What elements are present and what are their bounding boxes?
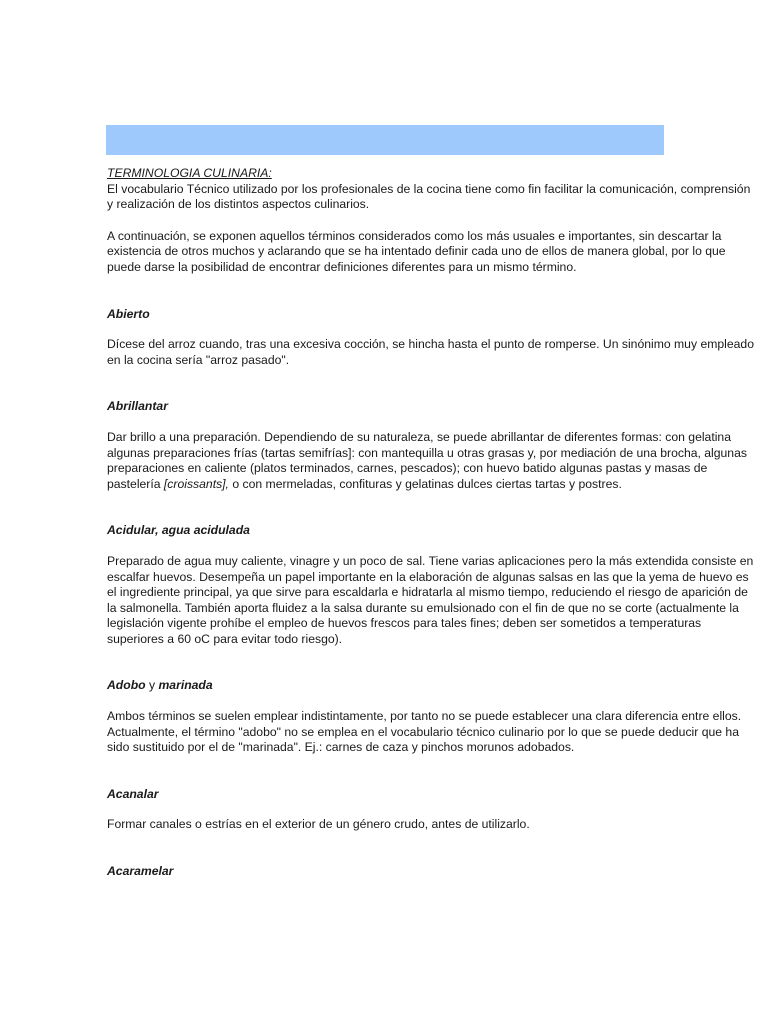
intro-paragraph-2: A continuación, se exponen aquellos términos considerados como los más usuales e importantes, sin descartar la existencia de otros muchos y aclarando que se ha intentado definir cada uno de ellos de manera global, por lo que puede darse la posibilidad de encontrar definiciones diferentes para un mismo término. [107, 228, 726, 274]
term-heading-abierto: Abierto [107, 306, 150, 321]
term-definition-acidular: Preparado de agua muy caliente, vinagre y un poco de sal. Tiene varias aplicaciones pero la más extendida consiste en escalfar huevos. Desempeña un papel importante en la elaboración de algunas salsas en las que la yema de huevo es el ingrediente principal, ya que sirve para escaldarla e hidratarla al mismo tiempo, reduciendo el riesgo de aparición de la salmonella. También aporta fluidez a la salsa durante su emulsionado con el fin de que no se corte (actualmente la legislación vigente prohíbe el empleo de huevos frescos para tales fines; deben ser sometidos a temperaturas superiores a 60 oC para evitar todo riesgo). [107, 553, 754, 646]
term-separator: y [145, 678, 159, 693]
term-heading-abrillantar: Abrillantar [107, 399, 168, 414]
term-part-adobo: Adobo [107, 678, 146, 693]
term-definition-adobo: Ambos términos se suelen emplear indistintamente, por tanto no se puede establecer una clara diferencia entre ellos. Actualmente, el término "adobo" no se emplea en el vocabulario técnico culinario por lo que se puede deducir que ha sido sustituido por el de "marinada". Ej.: carnes de caza y pinchos morunos adobados. [107, 709, 742, 755]
term-heading-acanalar: Acanalar [107, 786, 159, 801]
term-definition-abierto: Dícese del arroz cuando, tras una excesiva cocción, se hincha hasta el punto de romperse. Un sinónimo muy empleado en la cocina sería "arroz pasado". [107, 337, 754, 367]
intro-paragraph-1: El vocabulario Técnico utilizado por los profesionales de la cocina tiene como fin facilitar la comunicación, comprensión y realización de los distintos aspectos culinarios. [107, 181, 751, 212]
term-heading-adobo [107, 678, 755, 694]
term-heading-acaramelar: Acaramelar [107, 864, 174, 879]
definition-text: o con mermeladas, confituras y gelatinas dulces ciertas tartas y postres. [228, 476, 622, 491]
term-part-marinada: marinada [158, 678, 213, 693]
term-definition-acanalar: Formar canales o estrías en el exterior de un género crudo, antes de utilizarlo. [107, 817, 530, 832]
definition-text: Dar brillo a una preparación. Dependiendo de su naturaleza, se puede abrillantar de diferentes formas: con gelatina algunas preparaciones frías (tartas semifrías]: con mantequilla u otras grasas y, por mediación de una brocha, algunas preparaciones en caliente (platos terminados, carnes, pescados); con huevo batido algunas pastas y masas de pastelería [107, 429, 747, 491]
definition-italic-text: [croissants], [163, 476, 229, 491]
document-body [107, 166, 755, 880]
document-title: TERMINOLOGIA CULINARIA: [107, 166, 272, 180]
term-heading-acidular: Acidular, agua acidulada [107, 523, 250, 538]
header-bar [106, 125, 664, 155]
term-definition-abrillantar [107, 430, 755, 492]
